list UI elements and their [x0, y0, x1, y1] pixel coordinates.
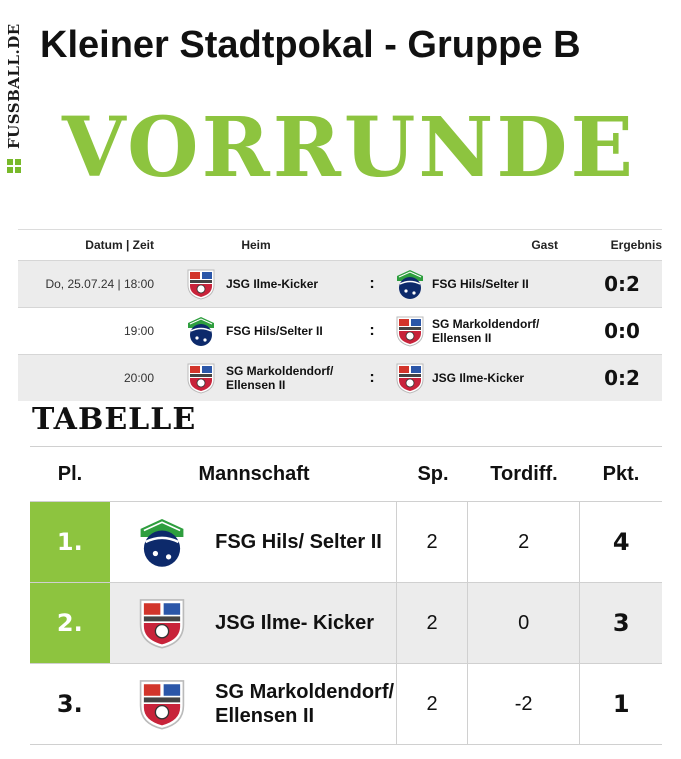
- team-name[interactable]: FSG Hils/ Selter II: [215, 531, 382, 553]
- standings-row[interactable]: [30, 502, 662, 583]
- fixture-result[interactable]: 0:2: [604, 366, 640, 390]
- ilme-kicker-crest-icon: [176, 267, 226, 301]
- team-name[interactable]: JSG Ilme- Kicker: [215, 612, 375, 634]
- place-number: 1.: [30, 502, 110, 582]
- fixture-row[interactable]: [18, 354, 662, 401]
- ilme-kicker-crest-icon: [110, 595, 216, 651]
- goal-difference: -2: [467, 664, 579, 744]
- header-place: Pl.: [57, 462, 83, 485]
- fixture-separator: :: [369, 322, 375, 339]
- hils-selter-crest-icon: [176, 314, 226, 348]
- goal-difference: 0: [467, 583, 579, 663]
- header-result: Ergebnis: [610, 238, 662, 252]
- header-date: Datum | Zeit: [85, 238, 154, 252]
- goal-difference: 2: [467, 502, 579, 582]
- points: 3: [579, 583, 662, 663]
- standings-header: [30, 446, 662, 502]
- points: 4: [579, 502, 662, 582]
- fixture-result[interactable]: 0:0: [604, 319, 640, 343]
- header-played: Sp.: [417, 462, 449, 485]
- fixture-row[interactable]: [18, 307, 662, 354]
- fixture-date: 19:00: [123, 324, 154, 338]
- fixture-date: 20:00: [123, 371, 154, 385]
- markoldendorf-crest-icon: [176, 361, 226, 395]
- place-number: 2.: [30, 583, 110, 663]
- ilme-kicker-crest-icon: [388, 361, 432, 395]
- fixtures-table: [18, 229, 662, 401]
- markoldendorf-crest-icon: [388, 314, 432, 348]
- standings-row[interactable]: [30, 664, 662, 745]
- standings-row[interactable]: [30, 583, 662, 664]
- games-played: 2: [396, 664, 467, 744]
- fixture-date: Do, 25.07.24 | 18:00: [45, 277, 154, 291]
- fussball-de-brand[interactable]: [2, 8, 26, 173]
- page-title: Kleiner Stadtpokal - Gruppe B: [40, 24, 581, 66]
- hils-selter-crest-icon: [110, 514, 216, 570]
- header-home: Heim: [241, 238, 271, 252]
- place-number: 3.: [56, 690, 83, 718]
- fixture-guest-team[interactable]: FSG Hils/Selter II: [432, 277, 529, 291]
- points: 1: [579, 664, 662, 744]
- fixture-result[interactable]: 0:2: [604, 272, 640, 296]
- fussball-de-logo-icon: [7, 159, 21, 173]
- fixture-separator: :: [369, 275, 375, 292]
- fixture-home-team[interactable]: FSG Hils/Selter II: [226, 324, 323, 338]
- round-banner: VORRUNDE: [62, 100, 636, 196]
- fixture-guest-team[interactable]: SG Markoldendorf/ Ellensen II: [432, 317, 540, 345]
- header-goal-diff: Tordiff.: [490, 462, 558, 485]
- fixture-row[interactable]: [18, 260, 662, 307]
- header-points: Pkt.: [602, 462, 640, 485]
- hils-selter-crest-icon: [388, 267, 432, 301]
- games-played: 2: [396, 583, 467, 663]
- header-guest: Gast: [531, 238, 558, 252]
- fixture-home-team[interactable]: JSG Ilme-Kicker: [226, 277, 319, 291]
- brand-name: FUSSBALL.DE: [5, 23, 23, 149]
- fixture-guest-team[interactable]: JSG Ilme-Kicker: [432, 371, 525, 385]
- standings-heading: TABELLE: [32, 402, 197, 437]
- fixture-home-team[interactable]: SG Markoldendorf/ Ellensen II: [226, 364, 334, 392]
- standings-table: [30, 446, 662, 745]
- markoldendorf-crest-icon: [110, 676, 216, 732]
- games-played: 2: [396, 502, 467, 582]
- fixtures-header: [18, 229, 662, 260]
- header-team: Mannschaft: [198, 462, 310, 485]
- team-name[interactable]: SG Markoldendorf/ Ellensen II: [215, 681, 395, 727]
- fixture-separator: :: [369, 369, 375, 386]
